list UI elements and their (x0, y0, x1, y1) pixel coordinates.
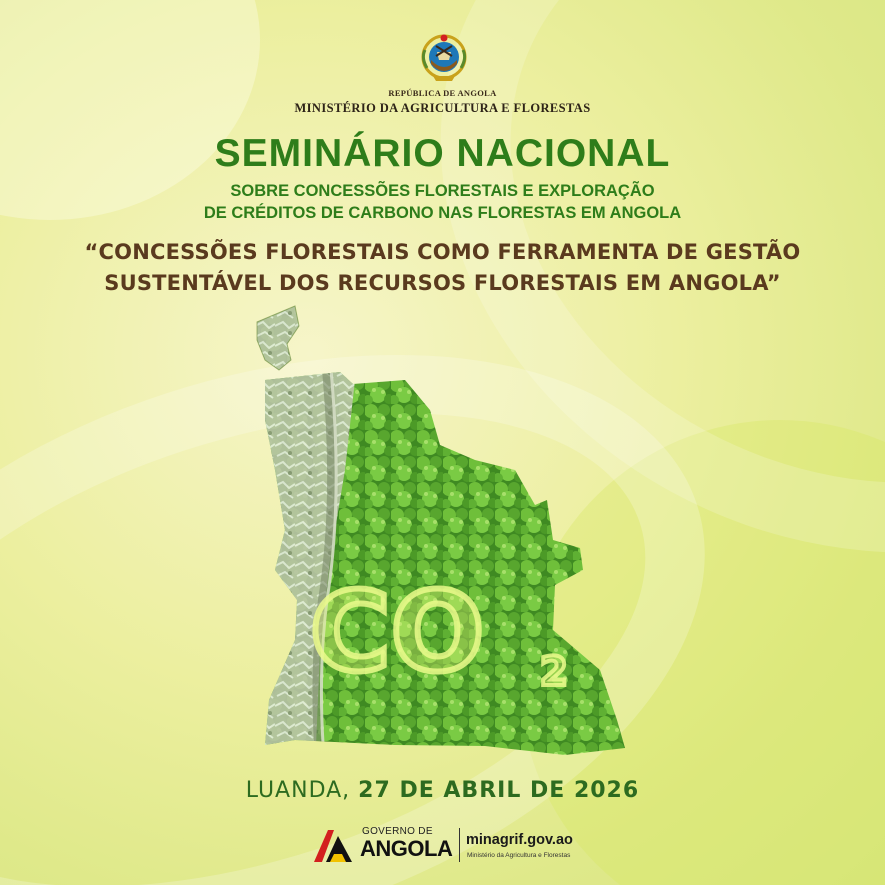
footer-logos (312, 822, 612, 868)
event-date (0, 778, 885, 803)
theme-quote-line-2: SUSTENTÁVEL DOS RECURSOS FLORESTAIS EM ANGOLA” (104, 271, 781, 295)
event-day: 27 DE ABRIL DE 2026 (358, 778, 640, 803)
footer-divider (459, 828, 460, 862)
angola-coat-of-arms-emblem (419, 30, 469, 84)
co2-text: CO (310, 568, 485, 696)
co2-subscript: 2 (540, 649, 568, 695)
republic-label: REPÚBLICA DE ANGOLA (388, 88, 497, 98)
event-subtitle-line-2: DE CRÉDITOS DE CARBONO NAS FLORESTAS EM ANGOLA (203, 204, 682, 222)
event-city: LUANDA, (245, 778, 359, 803)
website-sub-label: Ministério da Agricultura e Florestas (467, 852, 571, 859)
gov-top-label: GOVERNO DE (362, 826, 433, 837)
ministry-label: MINISTÉRIO DA AGRICULTURA E FLORESTAS (294, 101, 591, 115)
angola-forest-map-illustration (235, 300, 665, 770)
gov-main-label: ANGOLA (360, 836, 453, 861)
website-link[interactable]: minagrif.gov.ao (466, 832, 573, 848)
event-title: SEMINÁRIO NACIONAL (214, 132, 671, 175)
event-subtitle-line-1: SOBRE CONCESSÕES FLORESTAIS E EXPLORAÇÃO (230, 182, 655, 200)
theme-quote-line-1: “CONCESSÕES FLORESTAIS COMO FERRAMENTA DE GESTÃO (84, 240, 801, 264)
governo-de-angola-logo-icon (312, 824, 358, 864)
